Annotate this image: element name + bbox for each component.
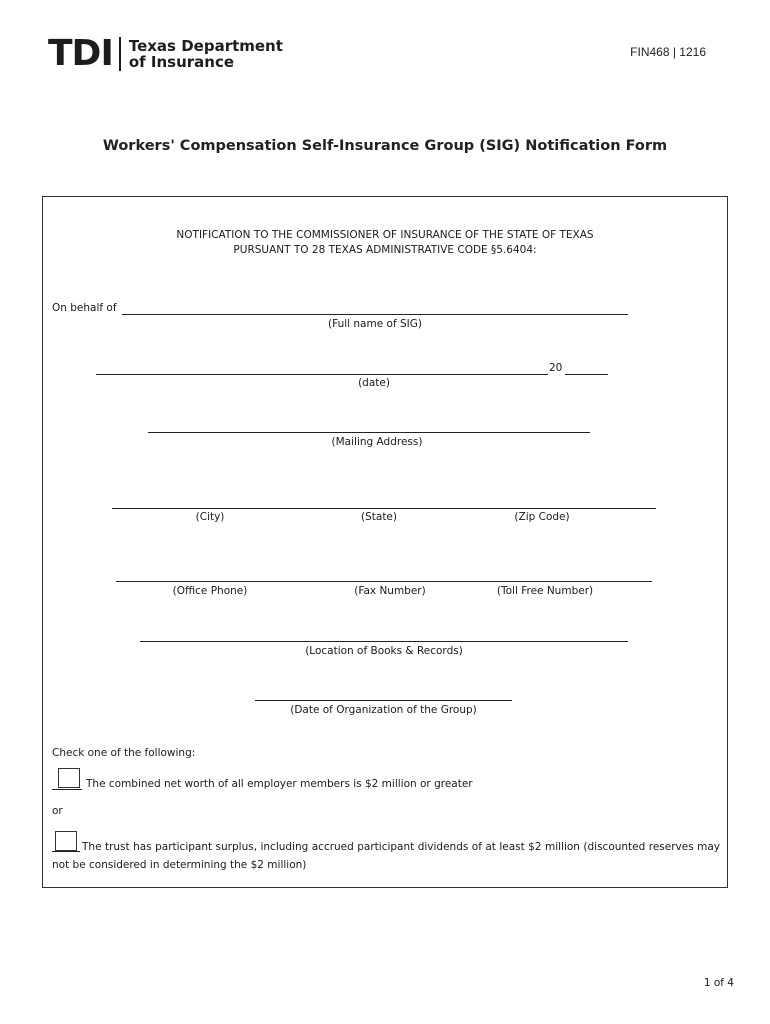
logo-text [129, 38, 283, 70]
logo-divider [119, 37, 121, 71]
or-label: or [52, 805, 63, 817]
form-code: FIN468 | 1216 [630, 45, 706, 59]
city-caption: (City) [195, 511, 225, 523]
toll-free-caption: (Toll Free Number) [496, 585, 594, 597]
logo-line-2: of Insurance [128, 53, 235, 71]
date-field[interactable] [96, 374, 548, 375]
state-caption: (State) [361, 511, 397, 523]
office-phone-caption: (Office Phone) [172, 585, 248, 597]
year-field[interactable] [565, 374, 608, 375]
books-location-caption: (Location of Books & Records) [305, 645, 463, 657]
on-behalf-of-label: On behalf of [52, 302, 117, 314]
net-worth-check-line [52, 789, 82, 790]
date-caption: (date) [358, 377, 390, 389]
logo-mark: TDI [48, 33, 113, 74]
phone-numbers-field[interactable] [116, 581, 652, 582]
check-instruction: Check one of the following: [52, 747, 196, 759]
net-worth-option: The combined net worth of all employer members is $2 million or greater [86, 778, 473, 790]
form-title: Workers' Compensation Self-Insurance Group (SIG) Notification Form [102, 138, 668, 154]
mailing-address-field[interactable] [148, 432, 590, 433]
notification-line-2: PURSUANT TO 28 TEXAS ADMINISTRATIVE CODE §5.6404: [233, 244, 537, 256]
organization-date-field[interactable] [255, 700, 512, 701]
mailing-address-caption: (Mailing Address) [331, 436, 423, 448]
books-location-field[interactable] [140, 641, 628, 642]
zip-caption: (Zip Code) [514, 511, 570, 523]
sig-name-caption: (Full name of SIG) [328, 318, 422, 330]
surplus-option: The trust has participant surplus, including accrued participant dividends of at least $2 million (discounted reserves may not be considered in determining the $2 million) [52, 841, 720, 871]
notification-line-1: NOTIFICATION TO THE COMMISSIONER OF INSURANCE OF THE STATE OF TEXAS [176, 229, 594, 241]
net-worth-checkbox[interactable] [58, 768, 80, 788]
city-state-zip-field[interactable] [112, 508, 656, 509]
page-number: 1 of 4 [703, 977, 734, 989]
logo-line-1: Texas Department [128, 37, 283, 55]
fax-caption: (Fax Number) [354, 585, 426, 597]
year-prefix: 20 [549, 362, 563, 374]
organization-date-caption: (Date of Organization of the Group) [290, 704, 477, 716]
sig-name-field[interactable] [122, 314, 628, 315]
tdi-logo [48, 34, 283, 74]
